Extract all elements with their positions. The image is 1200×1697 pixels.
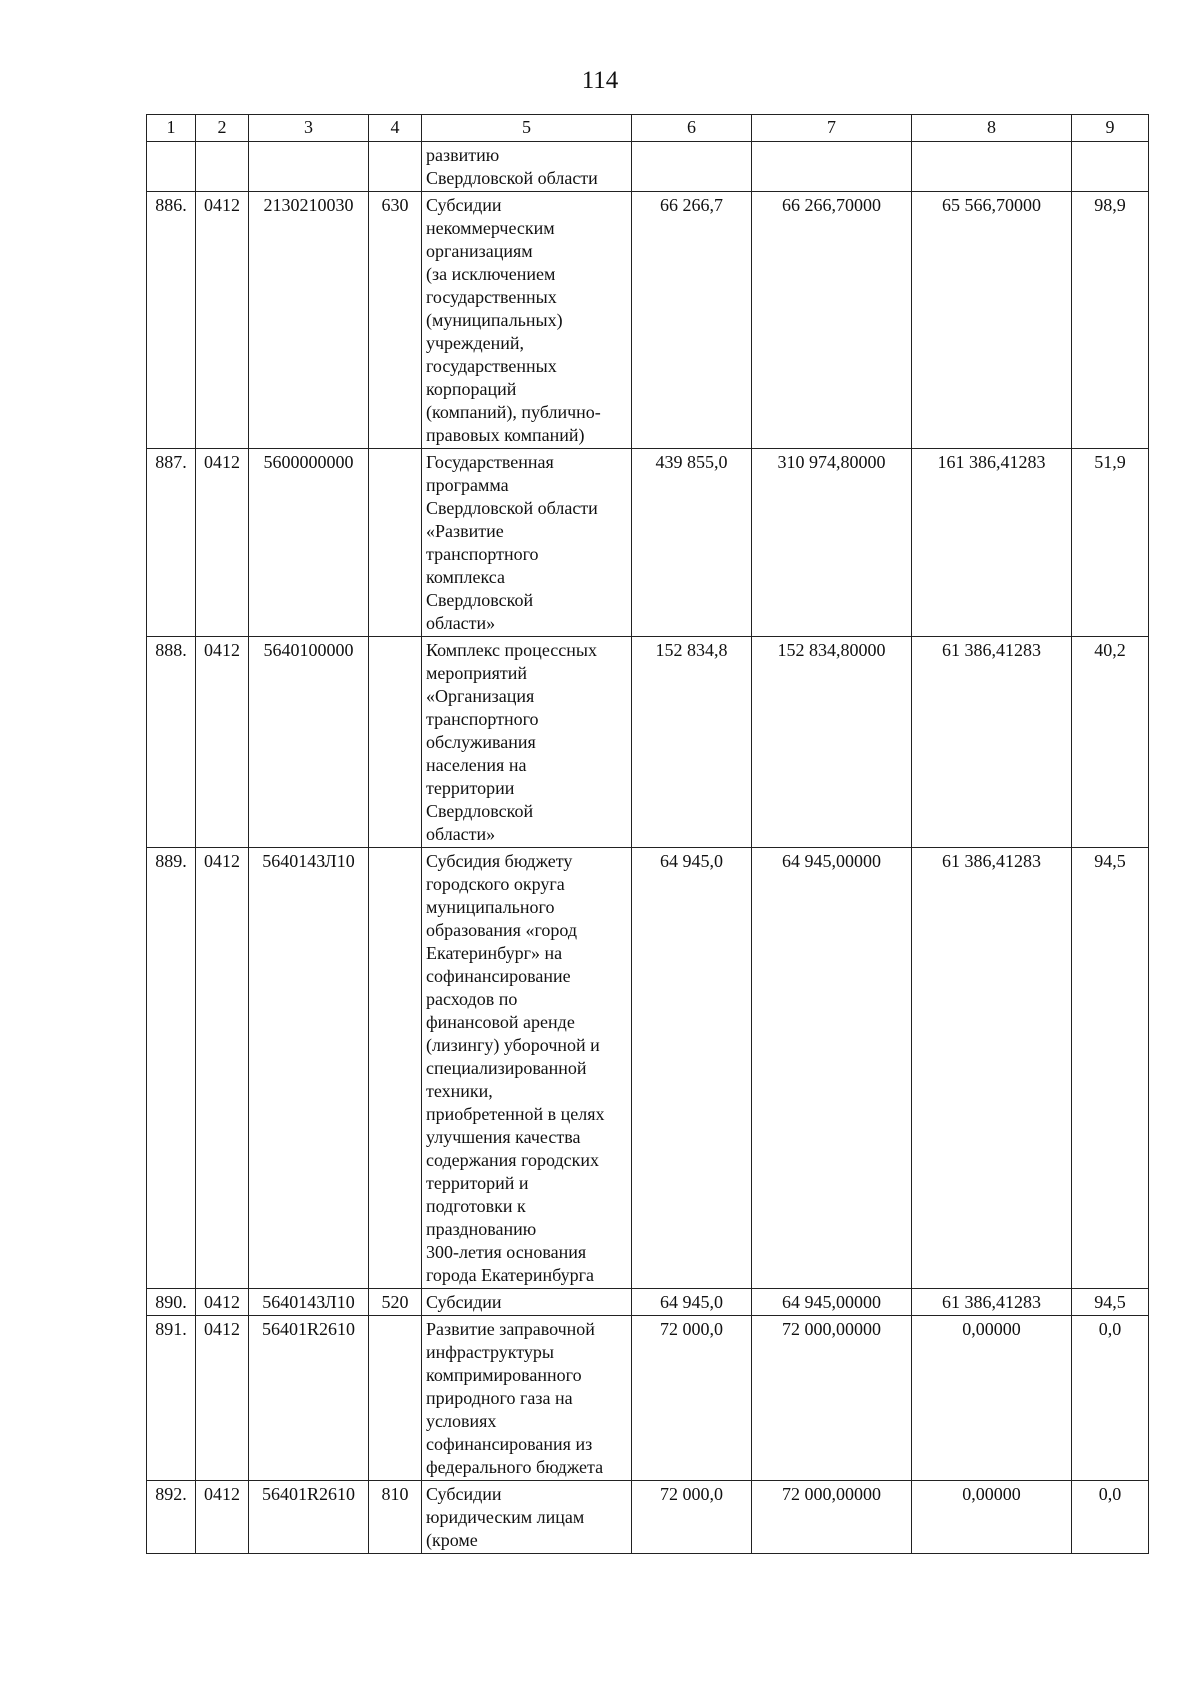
target-article-code: 56401R2610 bbox=[249, 1481, 369, 1554]
header-cell-9: 9 bbox=[1072, 115, 1149, 142]
item-name bbox=[422, 848, 632, 1289]
expense-type-code bbox=[369, 1316, 422, 1481]
value-column-7: 66 266,70000 bbox=[752, 192, 912, 449]
target-article-code: 564014ЗЛ10 bbox=[249, 1289, 369, 1316]
header-cell-3: 3 bbox=[249, 115, 369, 142]
section-code: 0412 bbox=[196, 848, 249, 1289]
value-column-7: 72 000,00000 bbox=[752, 1481, 912, 1554]
value-column-6: 152 834,8 bbox=[632, 637, 752, 848]
section-code bbox=[196, 142, 249, 192]
item-name-text: Субсидии bbox=[426, 1292, 502, 1312]
expense-type-code: 810 bbox=[369, 1481, 422, 1554]
header-cell-6: 6 bbox=[632, 115, 752, 142]
header-cell-5: 5 bbox=[422, 115, 632, 142]
expense-type-code bbox=[369, 449, 422, 637]
expense-type-code bbox=[369, 848, 422, 1289]
section-code: 0412 bbox=[196, 637, 249, 848]
value-column-8 bbox=[912, 142, 1072, 192]
item-name bbox=[422, 637, 632, 848]
row-number: 888. bbox=[147, 637, 196, 848]
item-name bbox=[422, 1316, 632, 1481]
item-name-text: Субсидии некоммерческим организациям (за исключением государственных (муниципальных) учреждений, государственных корпораций (компаний), публично- правовых компаний) bbox=[426, 195, 601, 445]
value-column-6: 64 945,0 bbox=[632, 1289, 752, 1316]
section-code: 0412 bbox=[196, 1316, 249, 1481]
value-column-7: 152 834,80000 bbox=[752, 637, 912, 848]
header-cell-8: 8 bbox=[912, 115, 1072, 142]
item-name bbox=[422, 449, 632, 637]
header-cell-7: 7 bbox=[752, 115, 912, 142]
expense-type-code: 630 bbox=[369, 192, 422, 449]
value-column-9: 0,0 bbox=[1072, 1316, 1149, 1481]
item-name-text: Развитие заправочной инфраструктуры компримированного природного газа на условиях софинансирования из федерального бюджета bbox=[426, 1319, 604, 1477]
expense-type-code bbox=[369, 637, 422, 848]
item-name-text: Комплекс процессных мероприятий «Организация транспортного обслуживания населения на территории Свердловской области» bbox=[426, 640, 597, 844]
value-column-9: 94,5 bbox=[1072, 848, 1149, 1289]
target-article-code bbox=[249, 142, 369, 192]
row-number: 892. bbox=[147, 1481, 196, 1554]
value-column-6: 64 945,0 bbox=[632, 848, 752, 1289]
value-column-6: 439 855,0 bbox=[632, 449, 752, 637]
table-row bbox=[147, 142, 1149, 192]
section-code: 0412 bbox=[196, 449, 249, 637]
item-name-text: развитию Свердловской области bbox=[426, 145, 598, 188]
value-column-8: 61 386,41283 bbox=[912, 848, 1072, 1289]
value-column-7: 72 000,00000 bbox=[752, 1316, 912, 1481]
value-column-9 bbox=[1072, 142, 1149, 192]
value-column-8: 0,00000 bbox=[912, 1316, 1072, 1481]
page-number: 114 bbox=[581, 67, 619, 94]
header-cell-4: 4 bbox=[369, 115, 422, 142]
table-row bbox=[147, 1316, 1149, 1481]
value-column-6: 66 266,7 bbox=[632, 192, 752, 449]
table-row bbox=[147, 192, 1149, 449]
table-row bbox=[147, 1481, 1149, 1554]
value-column-9: 94,5 bbox=[1072, 1289, 1149, 1316]
expense-type-code bbox=[369, 142, 422, 192]
value-column-6: 72 000,0 bbox=[632, 1316, 752, 1481]
header-cell-2: 2 bbox=[196, 115, 249, 142]
table-row bbox=[147, 449, 1149, 637]
row-number: 889. bbox=[147, 848, 196, 1289]
section-code: 0412 bbox=[196, 1481, 249, 1554]
item-name bbox=[422, 1481, 632, 1554]
value-column-8: 61 386,41283 bbox=[912, 637, 1072, 848]
target-article-code: 2130210030 bbox=[249, 192, 369, 449]
value-column-8: 0,00000 bbox=[912, 1481, 1072, 1554]
section-code: 0412 bbox=[196, 192, 249, 449]
value-column-7: 64 945,00000 bbox=[752, 848, 912, 1289]
item-name-text: Государственная программа Свердловской области «Развитие транспортного комплекса Свердловской области» bbox=[426, 452, 598, 633]
table-row bbox=[147, 637, 1149, 848]
budget-table bbox=[146, 114, 1149, 1554]
value-column-8: 61 386,41283 bbox=[912, 1289, 1072, 1316]
item-name bbox=[422, 142, 632, 192]
value-column-7: 64 945,00000 bbox=[752, 1289, 912, 1316]
target-article-code: 56401R2610 bbox=[249, 1316, 369, 1481]
row-number bbox=[147, 142, 196, 192]
table-row bbox=[147, 1289, 1149, 1316]
value-column-9: 98,9 bbox=[1072, 192, 1149, 449]
target-article-code: 564014ЗЛ10 bbox=[249, 848, 369, 1289]
row-number: 887. bbox=[147, 449, 196, 637]
value-column-9: 0,0 bbox=[1072, 1481, 1149, 1554]
value-column-9: 40,2 bbox=[1072, 637, 1149, 848]
section-code: 0412 bbox=[196, 1289, 249, 1316]
target-article-code: 5640100000 bbox=[249, 637, 369, 848]
item-name-text: Субсидии юридическим лицам (кроме bbox=[426, 1484, 585, 1550]
table-row bbox=[147, 848, 1149, 1289]
row-number: 891. bbox=[147, 1316, 196, 1481]
item-name-text: Субсидия бюджету городского округа муниципального образования «город Екатеринбург» на софинансирование расходов по финансовой аренде (лизингу) уборочной и специализированной техники, приобретенной в целях улучшения качества содержания городских территорий и подготовки к празднованию 300-летия основания города Екатеринбурга bbox=[426, 851, 605, 1285]
value-column-8: 65 566,70000 bbox=[912, 192, 1072, 449]
value-column-6 bbox=[632, 142, 752, 192]
header-cell-1: 1 bbox=[147, 115, 196, 142]
value-column-6: 72 000,0 bbox=[632, 1481, 752, 1554]
row-number: 886. bbox=[147, 192, 196, 449]
value-column-9: 51,9 bbox=[1072, 449, 1149, 637]
row-number: 890. bbox=[147, 1289, 196, 1316]
target-article-code: 5600000000 bbox=[249, 449, 369, 637]
value-column-7 bbox=[752, 142, 912, 192]
item-name bbox=[422, 1289, 632, 1316]
item-name bbox=[422, 192, 632, 449]
value-column-7: 310 974,80000 bbox=[752, 449, 912, 637]
value-column-8: 161 386,41283 bbox=[912, 449, 1072, 637]
expense-type-code: 520 bbox=[369, 1289, 422, 1316]
header-row bbox=[147, 115, 1149, 142]
